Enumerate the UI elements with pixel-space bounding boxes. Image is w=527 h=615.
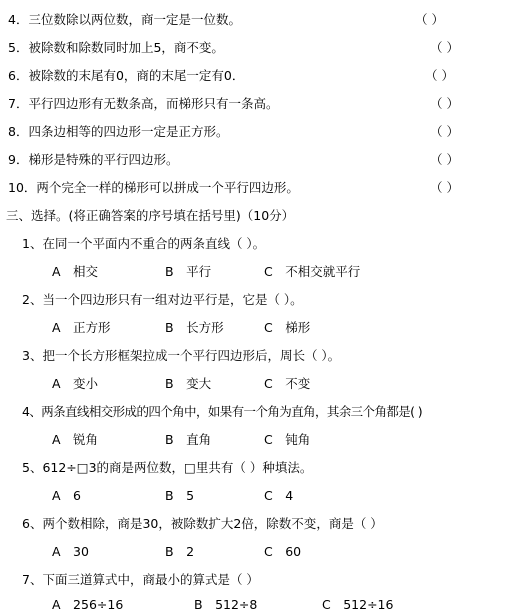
judge-item-9: 9．梯形是特殊的平行四边形。	[8, 152, 179, 167]
choice-question-7: 7、下面三道算式中，商最小的算式是（ ）	[22, 572, 259, 587]
choice-3-option-c[interactable]: C 不变	[264, 376, 311, 391]
choice-3-option-a[interactable]: A 变小	[52, 376, 99, 391]
choice-2-option-c[interactable]: C 梯形	[264, 320, 311, 335]
choice-question-4: 4、两条直线相交形成的四个角中，如果有一个角为直角，其余三个角都是( )	[22, 404, 423, 419]
choice-3-option-b[interactable]: B 变大	[165, 376, 212, 391]
section-title: 三、选择。(将正确答案的序号填在括号里)（10分）	[6, 208, 295, 223]
choice-1-option-a[interactable]: A 相交	[52, 264, 99, 279]
answer-paren-4[interactable]: （ ）	[415, 12, 444, 27]
choice-7-option-c[interactable]: C 512÷16	[322, 597, 394, 612]
choice-1-option-b[interactable]: B 平行	[165, 264, 212, 279]
judge-item-10: 10．两个完全一样的梯形可以拼成一个平行四边形。	[8, 180, 299, 195]
judge-item-4: 4．三位数除以两位数，商一定是一位数。	[8, 12, 241, 27]
choice-question-6: 6、两个数相除，商是30，被除数扩大2倍，除数不变，商是（ ）	[22, 516, 383, 531]
judge-item-8: 8．四条边相等的四边形一定是正方形。	[8, 124, 229, 139]
choice-question-3: 3、把一个长方形框架拉成一个平行四边形后，周长（ ）。	[22, 348, 341, 363]
choice-4-option-b[interactable]: B 直角	[165, 432, 212, 447]
answer-paren-10[interactable]: （ ）	[430, 180, 459, 195]
choice-6-option-c[interactable]: C 60	[264, 544, 302, 559]
choice-5-option-a[interactable]: A 6	[52, 488, 82, 503]
choice-question-2: 2、当一个四边形只有一组对边平行是，它是（ ）。	[22, 292, 303, 307]
choice-4-option-a[interactable]: A 锐角	[52, 432, 99, 447]
choice-question-5: 5、612÷□3的商是两位数，□里共有（ ）种填法。	[22, 460, 313, 475]
choice-6-option-b[interactable]: B 2	[165, 544, 195, 559]
judge-item-5: 5．被除数和除数同时加上5，商不变。	[8, 40, 224, 55]
answer-paren-5[interactable]: （ ）	[430, 40, 459, 55]
answer-paren-7[interactable]: （ ）	[430, 96, 459, 111]
choice-1-option-c[interactable]: C 不相交就平行	[264, 264, 361, 279]
answer-paren-9[interactable]: （ ）	[430, 152, 459, 167]
choice-7-option-a[interactable]: A 256÷16	[52, 597, 124, 612]
choice-6-option-a[interactable]: A 30	[52, 544, 89, 559]
choice-2-option-b[interactable]: B 长方形	[165, 320, 224, 335]
answer-paren-8[interactable]: （ ）	[430, 124, 459, 139]
choice-4-option-c[interactable]: C 钝角	[264, 432, 311, 447]
judge-item-7: 7．平行四边形有无数条高，而梯形只有一条高。	[8, 96, 279, 111]
choice-question-1: 1、在同一个平面内不重合的两条直线（ ）。	[22, 236, 266, 251]
choice-5-option-b[interactable]: B 5	[165, 488, 195, 503]
choice-2-option-a[interactable]: A 正方形	[52, 320, 111, 335]
answer-paren-6[interactable]: （ ）	[425, 68, 454, 83]
judge-item-6: 6．被除数的末尾有0，商的末尾一定有0．	[8, 68, 245, 83]
choice-5-option-c[interactable]: C 4	[264, 488, 294, 503]
choice-7-option-b[interactable]: B 512÷8	[194, 597, 258, 612]
